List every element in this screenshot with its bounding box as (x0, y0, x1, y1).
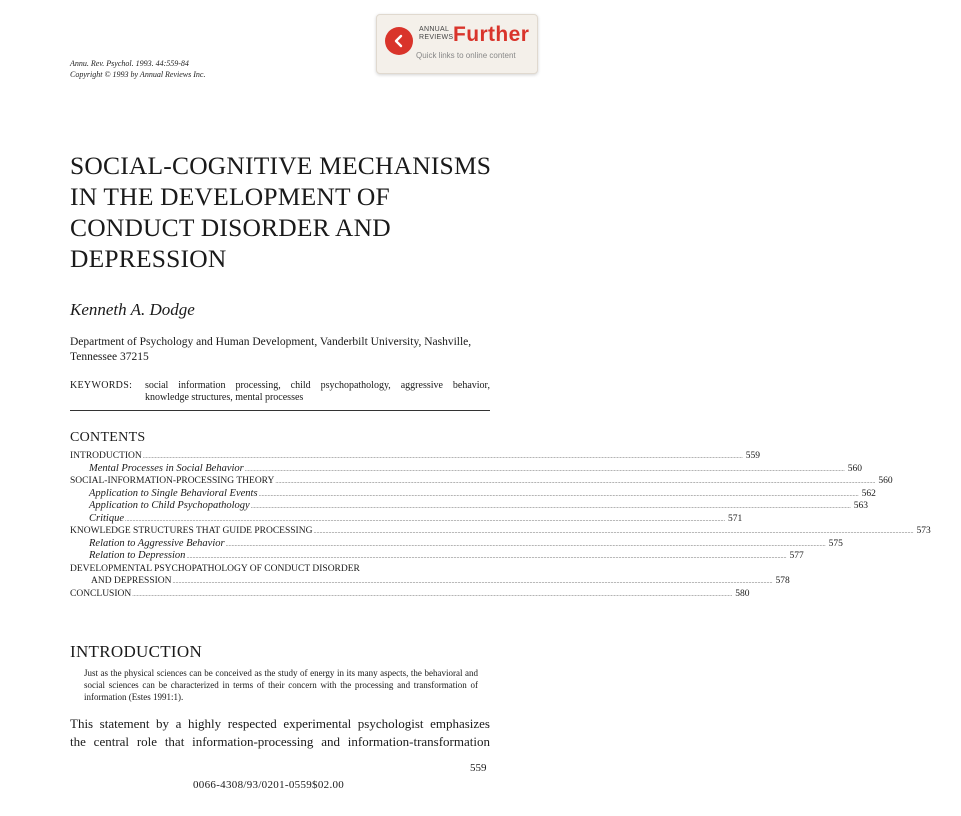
page-number: 559 (470, 762, 487, 774)
toc-leader: ................................................................................................................................................................................................................................................................................................................................................................................................................ (313, 529, 914, 535)
brand-line-2: REVIEWS (419, 34, 454, 41)
toc-entry-label: INTRODUCTION (70, 451, 142, 461)
toc-entry-developmental-psychopathology[interactable] (70, 563, 490, 576)
author-name: Kenneth A. Dodge (70, 300, 195, 319)
toc-entry-label: Relation to Aggressive Behavior (89, 537, 225, 549)
toc-leader: ................................................................................................................................................................................................................................................................................................................................................................................................................ (142, 454, 743, 460)
toc-leader: ................................................................................................................................................................................................................................................................................................................................................................................................................ (172, 579, 773, 585)
title-line-1: SOCIAL-COGNITIVE MECHANISMS (70, 151, 492, 180)
toc-entry-label: DEVELOPMENTAL PSYCHOPATHOLOGY OF CONDUCT DISORDER (70, 563, 360, 574)
section-heading-introduction: INTRODUCTION (70, 642, 203, 661)
toc-entry-mental-processes[interactable] (70, 462, 862, 476)
toc-entry-page: 563 (853, 501, 868, 511)
brand-line-1: ANNUAL (419, 26, 450, 33)
toc-leader: ................................................................................................................................................................................................................................................................................................................................................................................................................ (275, 479, 876, 485)
toc-entry-conclusion[interactable] (70, 588, 750, 601)
toc-entry-single-events[interactable] (70, 487, 876, 501)
author-affiliation: Department of Psychology and Human Development, Vanderbilt University, Nashville, Tennessee 37215 (70, 336, 472, 363)
article-title (70, 150, 510, 274)
toc-entry-page: 575 (828, 538, 843, 549)
toc-entry-child-psychopathology[interactable] (70, 500, 868, 513)
toc-entry-label: Application to Child Psychopathology (89, 500, 250, 511)
contents-title: CONTENTS (70, 430, 146, 445)
citation-line-2: Copyright © 1993 by Annual Reviews Inc. (70, 70, 206, 79)
toc-entry-page: 578 (775, 576, 790, 586)
toc-entry-label: AND DEPRESSION (91, 576, 172, 586)
toc-entry-page: 580 (735, 588, 750, 599)
article-code: 0066-4308/93/0201-0559$02.00 (193, 779, 345, 791)
toc-entry-developmental-psychopathology-cont[interactable] (70, 575, 790, 588)
keywords-divider (70, 410, 490, 411)
toc-leader: ................................................................................................................................................................................................................................................................................................................................................................................................................ (125, 516, 726, 523)
journal-citation (70, 58, 205, 80)
toc-entry-label: Mental Processes in Social Behavior (89, 462, 244, 474)
toc-entry-label: CONCLUSION (70, 588, 132, 599)
toc-entry-label: KNOWLEDGE STRUCTURES THAT GUIDE PROCESSING (70, 526, 313, 536)
body-line-2: the central role that information-processing and information-transformation (70, 734, 490, 749)
toc-entry-page: 573 (916, 526, 931, 536)
toc-entry-label: Relation to Depression (89, 550, 186, 561)
annual-reviews-brand (419, 26, 453, 42)
title-line-3: CONDUCT DISORDER AND (70, 213, 391, 242)
further-tagline: Quick links to online content (416, 51, 516, 60)
toc-entry-knowledge-structures[interactable] (70, 525, 931, 538)
toc-entry-page: 571 (728, 513, 743, 524)
toc-entry-label: Application to Single Behavioral Events (89, 487, 258, 499)
toc-entry-depression[interactable] (70, 550, 804, 563)
table-of-contents (70, 450, 931, 600)
toc-leader: ................................................................................................................................................................................................................................................................................................................................................................................................................ (225, 541, 826, 548)
keywords-label: KEYWORDS: (70, 380, 133, 391)
toc-entry-introduction[interactable] (70, 450, 761, 463)
further-badge[interactable] (376, 14, 538, 74)
toc-entry-critique[interactable] (70, 512, 743, 526)
toc-leader: ................................................................................................................................................................................................................................................................................................................................................................................................................ (250, 504, 851, 510)
toc-entry-page: 562 (861, 488, 876, 499)
toc-leader: ................................................................................................................................................................................................................................................................................................................................................................................................................ (258, 491, 859, 498)
citation-line-1: Annu. Rev. Psychol. 1993. 44:559-84 (70, 59, 189, 68)
toc-entry-page: 560 (847, 463, 862, 474)
keywords-text: social information processing, child psychopathology, aggressive behavior, knowledge structures, mental processes (145, 380, 490, 403)
play-arrow-icon (385, 27, 413, 55)
toc-entry-sip-theory[interactable] (70, 475, 893, 488)
body-paragraph (70, 715, 490, 751)
toc-entry-page: 560 (878, 476, 893, 486)
further-wordmark: Further (453, 23, 530, 46)
toc-entry-label: Critique (89, 512, 125, 524)
toc-leader: ................................................................................................................................................................................................................................................................................................................................................................................................................ (132, 591, 733, 598)
epigraph-quote: Just as the physical sciences can be conceived as the study of energy in its many aspects, the behavioral and social sciences can be characterized in terms of their concern with the processing and transformation of information (Estes 1991:1). (84, 668, 478, 702)
toc-entry-page: 559 (745, 451, 761, 461)
title-line-4: DEPRESSION (70, 244, 227, 273)
toc-entry-aggressive-behavior[interactable] (70, 537, 843, 551)
toc-entry-label: SOCIAL-INFORMATION-PROCESSING THEORY (70, 476, 275, 486)
title-line-2: IN THE DEVELOPMENT OF (70, 182, 390, 211)
toc-leader: ................................................................................................................................................................................................................................................................................................................................................................................................................ (244, 466, 845, 473)
toc-leader: ................................................................................................................................................................................................................................................................................................................................................................................................................ (186, 554, 787, 560)
toc-entry-page: 577 (789, 551, 804, 561)
body-line-1: This statement by a highly respected experimental psychologist emphasizes (70, 716, 490, 731)
